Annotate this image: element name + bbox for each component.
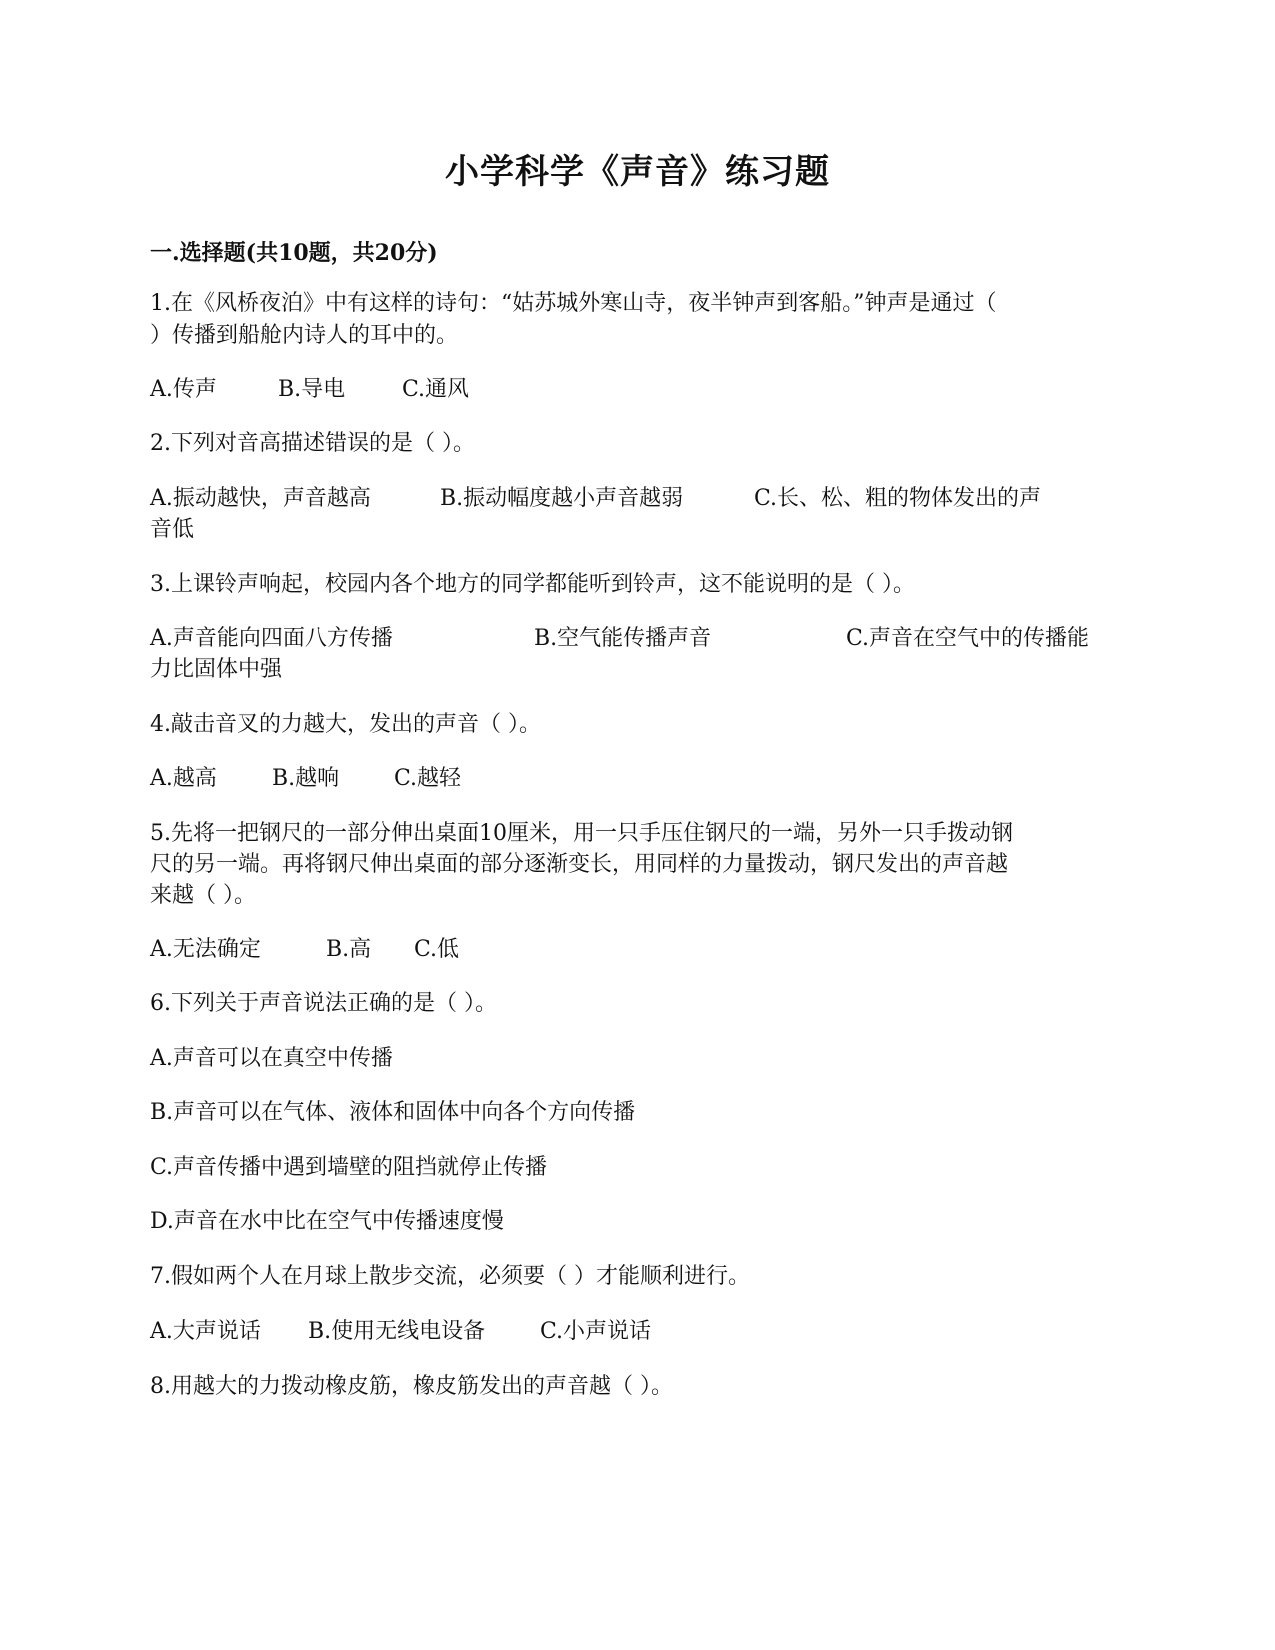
question-3-stem: 3.上课铃声响起，校园内各个地方的同学都能听到铃声，这不能说明的是（ ）。: [150, 572, 915, 597]
question-5-stem-line-1: 5.先将一把钢尺的一部分伸出桌面10厘米，用一只手压住钢尺的一端，另外一只手拨动钢: [150, 821, 1013, 846]
question-8-stem: 8.用越大的力拨动橡皮筋，橡皮筋发出的声音越（ ）。: [150, 1374, 673, 1399]
question-3-option-c-continued: 力比固体中强: [150, 657, 283, 682]
question-4-stem: 4.敲击音叉的力越大，发出的声音（ ）。: [150, 712, 541, 737]
question-4-option-a: A.越高: [150, 766, 217, 791]
question-5-stem-line-3: 来越（ ）。: [150, 883, 256, 908]
page-title: 小学科学《声音》练习题: [445, 152, 830, 192]
question-7-option-a: A.大声说话: [150, 1319, 261, 1344]
question-2-stem: 2.下列对音高描述错误的是（ ）。: [150, 431, 475, 456]
question-1-options: [150, 374, 1130, 405]
question-1-stem-line-2: ）传播到船舱内诗人的耳中的。: [150, 323, 459, 348]
question-3-option-c: C.声音在空气中的传播能: [846, 626, 1090, 651]
question-4-option-c: C.越轻: [394, 766, 462, 791]
question-6-option-d: D.声音在水中比在空气中传播速度慢: [150, 1209, 504, 1234]
question-5-option-c: C.低: [414, 937, 460, 962]
question-2-option-c-continued: 音低: [150, 517, 195, 542]
question-1-option-c: C.通风: [402, 377, 470, 402]
question-7-options: [150, 1316, 1130, 1347]
question-6-option-c: C.声音传播中遇到墙壁的阻挡就停止传播: [150, 1155, 548, 1180]
question-2-option-a: A.振动越快，声音越高: [150, 486, 371, 511]
question-3-options: [150, 623, 1130, 654]
section-heading: 一.选择题(共10题，共20分): [150, 240, 438, 266]
question-7-option-b: B.使用无线电设备: [308, 1319, 486, 1344]
question-6-option-a: A.声音可以在真空中传播: [150, 1046, 393, 1071]
question-2-option-b: B.振动幅度越小声音越弱: [440, 486, 684, 511]
question-5-options: [150, 934, 1130, 965]
question-1-option-b: B.导电: [278, 377, 346, 402]
question-7-stem: 7.假如两个人在月球上散步交流，必须要（ ）才能顺利进行。: [150, 1264, 750, 1289]
question-6-option-b: B.声音可以在气体、液体和固体中向各个方向传播: [150, 1100, 636, 1125]
question-5-option-a: A.无法确定: [150, 937, 261, 962]
question-7-option-c: C.小声说话: [540, 1319, 652, 1344]
question-3-option-a: A.声音能向四面八方传播: [150, 626, 393, 651]
question-6-stem: 6.下列关于声音说法正确的是（ ）。: [150, 991, 497, 1016]
question-4-options: [150, 763, 1130, 794]
question-2-option-c: C.长、松、粗的物体发出的声: [754, 486, 1042, 511]
question-5-stem-line-2: 尺的另一端。再将钢尺伸出桌面的部分逐渐变长，用同样的力量拨动，钢尺发出的声音越: [150, 852, 1009, 877]
question-3-option-b: B.空气能传播声音: [534, 626, 712, 651]
question-1-stem-line-1: 1.在《风桥夜泊》中有这样的诗句：“姑苏城外寒山寺，夜半钟声到客船。”钟声是通过（: [150, 291, 997, 316]
question-5-option-b: B.高: [326, 937, 372, 962]
question-4-option-b: B.越响: [272, 766, 340, 791]
question-2-options: [150, 483, 1130, 514]
question-1-option-a: A.传声: [150, 377, 217, 402]
